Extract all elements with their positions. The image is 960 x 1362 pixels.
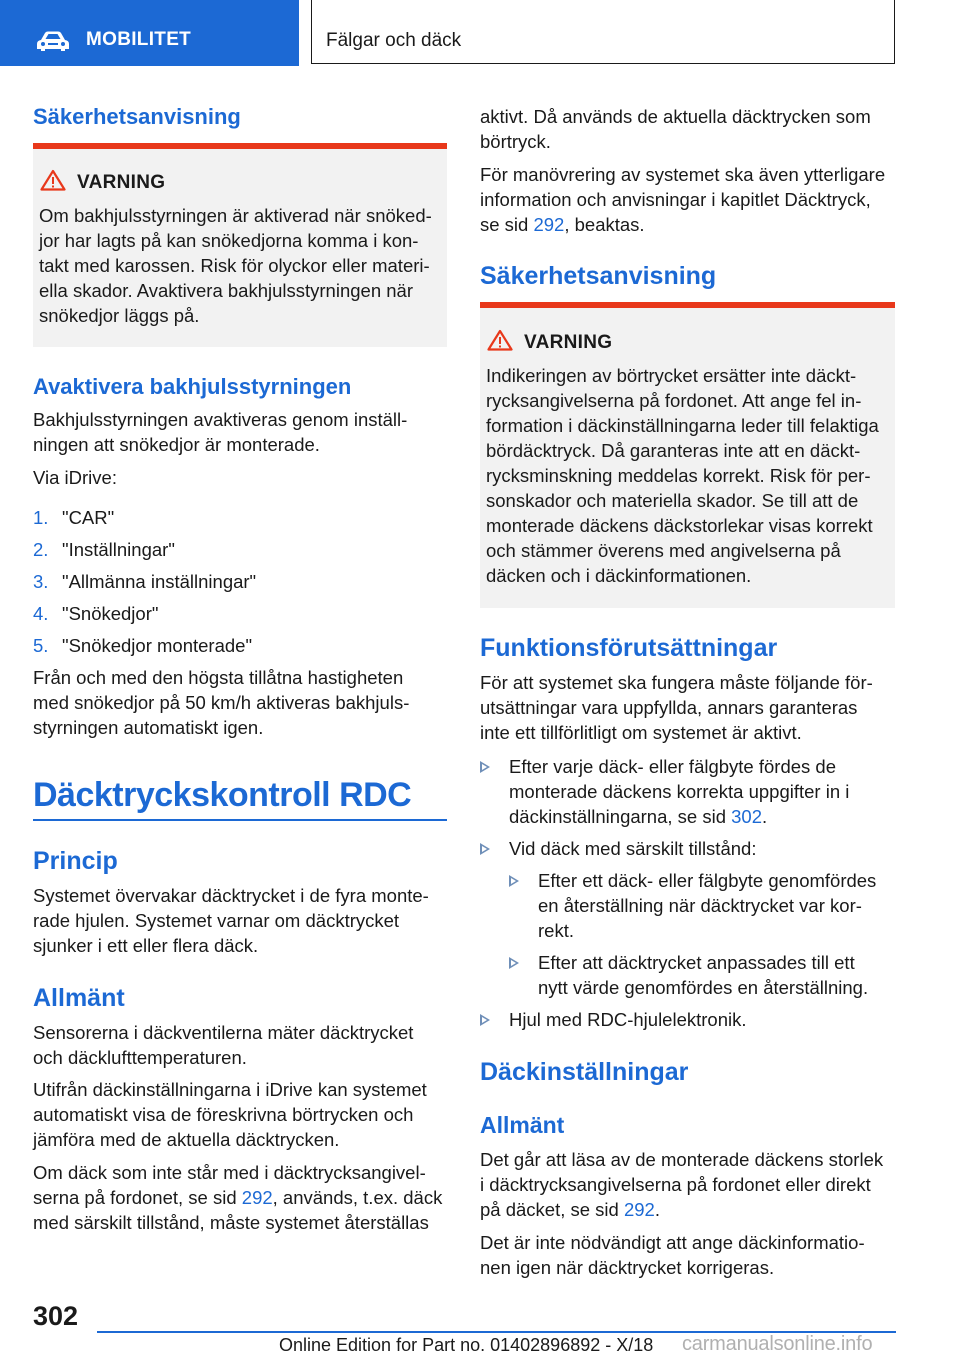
watermark: carmanualsonline.info: [682, 1333, 873, 1355]
step-number: 1.: [33, 507, 49, 528]
deactivate-heading: Avaktivera bakhjulsstyrningen: [33, 374, 352, 399]
step-text: "Snökedjor": [62, 603, 159, 624]
general-paragraph-1: [33, 1020, 413, 1070]
text-line: Efter ett däck- eller fälgbyte genomfördes: [538, 870, 877, 891]
text-line: För att systemet ska fungera måste följande för-: [480, 672, 873, 693]
page-link[interactable]: 292: [241, 1187, 273, 1208]
warning-label: VARNING: [524, 332, 613, 353]
func-heading: Funktionsförutsättningar: [480, 634, 778, 662]
warning-line: sonskador och materiella skador. Se till att de: [486, 490, 859, 511]
chapter-title: Fälgar och däck: [326, 30, 462, 51]
text-line: med särskilt tillstånd, måste systemet återställas: [33, 1212, 429, 1233]
text-line: Bakhjulsstyrningen avaktiveras genom inställ-: [33, 409, 408, 430]
text-line: jämföra med de aktuella däcktrycken.: [33, 1129, 340, 1150]
func-paragraph: [480, 670, 873, 745]
warning-line: ella skador. Avaktivera bakhjulsstyrningen när: [39, 280, 413, 301]
text-line: Sensorerna i däckventilerna mäter däcktrycket: [33, 1022, 414, 1043]
text-span: se sid: [480, 214, 534, 235]
text-line: styrningen automatiskt igen.: [33, 717, 264, 738]
edition-text: Online Edition for Part no. 01402896892 - X/18: [279, 1335, 654, 1355]
continued-paragraph: [480, 104, 871, 154]
via-idrive: Via iDrive:: [33, 467, 117, 488]
warning-line: Om bakhjulsstyrningen är aktiverad när snöked-: [39, 205, 432, 226]
warning-line: Indikeringen av börtrycket ersätter inte däckt-: [486, 365, 857, 386]
general-paragraph-3: [33, 1160, 442, 1235]
warning-line: jor har lagts på kan snökedjorna komma i kon-: [39, 230, 419, 251]
text-line: Från och med den högsta tillåtna hastigheten: [33, 667, 404, 688]
text-span: serna på fordonet, se sid: [33, 1187, 242, 1208]
text-line: automatiskt visa de föreskrivna börtrycken och: [33, 1104, 414, 1125]
text-line: Systemet övervakar däcktrycket i de fyra monte-: [33, 885, 429, 906]
section-label: MOBILITET: [86, 29, 192, 50]
step-number: 2.: [33, 539, 49, 560]
text-line: börtryck.: [480, 131, 551, 152]
warning-line: formation i däckinställningarna leder till felaktiga: [486, 415, 879, 436]
section-tab: [0, 0, 299, 66]
warning-line: monterade däckens däckstorlekar visas korrekt: [486, 515, 873, 536]
bullet-text: Vid däck med särskilt tillstånd:: [509, 838, 757, 859]
text-line: ningen att snökedjor är monterade.: [33, 434, 320, 455]
maneuver-paragraph: [480, 162, 885, 237]
warning-line: takt med karossen. Risk för olyckor eller materi-: [39, 255, 430, 276]
bullet-text: [509, 754, 849, 829]
warning-box: [480, 302, 895, 608]
warning-text: [39, 203, 432, 328]
bullet-triangle-icon: [509, 875, 519, 887]
text-line: en återställning när däcktrycket var kor-: [538, 895, 862, 916]
bullet-text: Hjul med RDC-hjulelektronik.: [509, 1009, 747, 1030]
warning-bar: [480, 302, 895, 308]
text-line: information och anvisningar i kapitlet Däcktryck,: [480, 189, 871, 210]
text-span: .: [654, 1199, 660, 1220]
text-span: på däcket, se sid: [480, 1199, 624, 1220]
text-line: rade hjulen. Systemet varnar om däcktrycket: [33, 910, 400, 931]
text-line: [33, 1185, 442, 1210]
general-heading: Allmänt: [480, 1112, 565, 1138]
step-number: 4.: [33, 603, 49, 624]
general-heading: Allmänt: [33, 984, 125, 1012]
after-steps-paragraph: [33, 665, 409, 740]
text-span: .: [762, 806, 768, 827]
step-number: 5.: [33, 635, 49, 656]
bullet-text: [538, 950, 868, 1000]
text-line: rekt.: [538, 920, 574, 941]
text-line: Det går att läsa av de monterade däckens storlek: [480, 1149, 884, 1170]
text-line: [480, 1197, 883, 1222]
safety-heading: Säkerhetsanvisning: [480, 262, 717, 290]
text-line: aktivt. Då används de aktuella däcktrycken som: [480, 106, 871, 127]
warning-text: [486, 363, 879, 588]
text-line: i däcktrycksangivelserna på fordonet eller direkt: [480, 1174, 871, 1195]
warning-line: och stämmer överens med angivelserna på: [486, 540, 841, 561]
text-line: Om däck som inte står med i däcktrycksangivel-: [33, 1162, 426, 1183]
warning-icon: [487, 329, 513, 351]
tire-settings-heading: Däckinställningar: [480, 1058, 689, 1086]
step-text: "Snökedjor monterade": [62, 635, 253, 656]
text-line: Efter att däcktrycket anpassades till ett: [538, 952, 855, 973]
warning-line: snökedjor läggs på.: [39, 305, 200, 326]
text-line: nen igen när däcktrycket korrigeras.: [480, 1257, 775, 1278]
text-line: Det är inte nödvändigt att ange däckinformatio-: [480, 1232, 865, 1253]
warning-icon: [40, 169, 66, 191]
deactivate-paragraph: [33, 407, 407, 457]
principle-heading: Princip: [33, 847, 118, 875]
step-text: "CAR": [62, 507, 115, 528]
text-line: sjunker i ett eller flera däck.: [33, 935, 259, 956]
warning-line: däcken och i däckinformationen.: [486, 565, 752, 586]
warning-line: bördäcktryck. Då garanteras inte att en däckt-: [486, 440, 861, 461]
page-number: 302: [33, 1301, 79, 1331]
step-number: 3.: [33, 571, 49, 592]
text-line: För manövrering av systemet ska även ytterligare: [480, 164, 886, 185]
text-line: Efter varje däck- eller fälgbyte fördes de: [509, 756, 836, 777]
bullet-triangle-icon: [480, 1014, 490, 1026]
heading-rule: [33, 819, 447, 821]
text-span: , beaktas.: [564, 214, 645, 235]
text-line: Utifrån däckinställningarna i iDrive kan systemet: [33, 1079, 427, 1100]
text-line: monterade däckens korrekta uppgifter in i: [509, 781, 850, 802]
text-line: [480, 212, 885, 237]
general-paragraph-2: [33, 1077, 427, 1152]
warning-box: [33, 143, 447, 347]
bullet-triangle-icon: [480, 843, 490, 855]
warning-bar: [33, 143, 447, 149]
step-text: "Inställningar": [62, 539, 175, 560]
page-link[interactable]: 292: [533, 214, 565, 235]
text-line: utsättningar vara uppfyllda, annars garanteras: [480, 697, 858, 718]
text-line: och däcklufttemperaturen.: [33, 1047, 247, 1068]
bullet-triangle-icon: [509, 957, 519, 969]
text-line: nytt värde genomfördes en återställning.: [538, 977, 869, 998]
bullet-text: [538, 868, 876, 943]
car-icon: [36, 30, 70, 52]
tire-general-paragraph-2: [480, 1230, 865, 1280]
chapter-title-box: [311, 0, 895, 64]
warning-label: VARNING: [77, 172, 166, 193]
principle-paragraph: [33, 883, 429, 958]
page-link[interactable]: 292: [623, 1199, 655, 1220]
warning-line: rycksminskning meddelas korrekt. Risk för per-: [486, 465, 871, 486]
page-header: [0, 0, 960, 66]
text-span: , används, t.ex. däck: [272, 1187, 443, 1208]
step-text: "Allmänna inställningar": [62, 571, 257, 592]
page-link[interactable]: 302: [731, 806, 763, 827]
text-line: [509, 804, 849, 829]
tire-general-paragraph-1: [480, 1147, 883, 1222]
rdc-heading: Däcktryckskontroll RDC: [33, 776, 412, 814]
safety-heading: Säkerhetsanvisning: [33, 104, 241, 129]
text-line: inte ett tillförlitligt om systemet är aktivt.: [480, 722, 802, 743]
warning-line: rycksangivelserna på fordonet. Att ange fel in-: [486, 390, 862, 411]
bullet-triangle-icon: [480, 761, 490, 773]
text-line: med snökedjor på 50 km/h aktiveras bakhjuls-: [33, 692, 410, 713]
text-span: däckinställningarna, se sid: [509, 806, 732, 827]
